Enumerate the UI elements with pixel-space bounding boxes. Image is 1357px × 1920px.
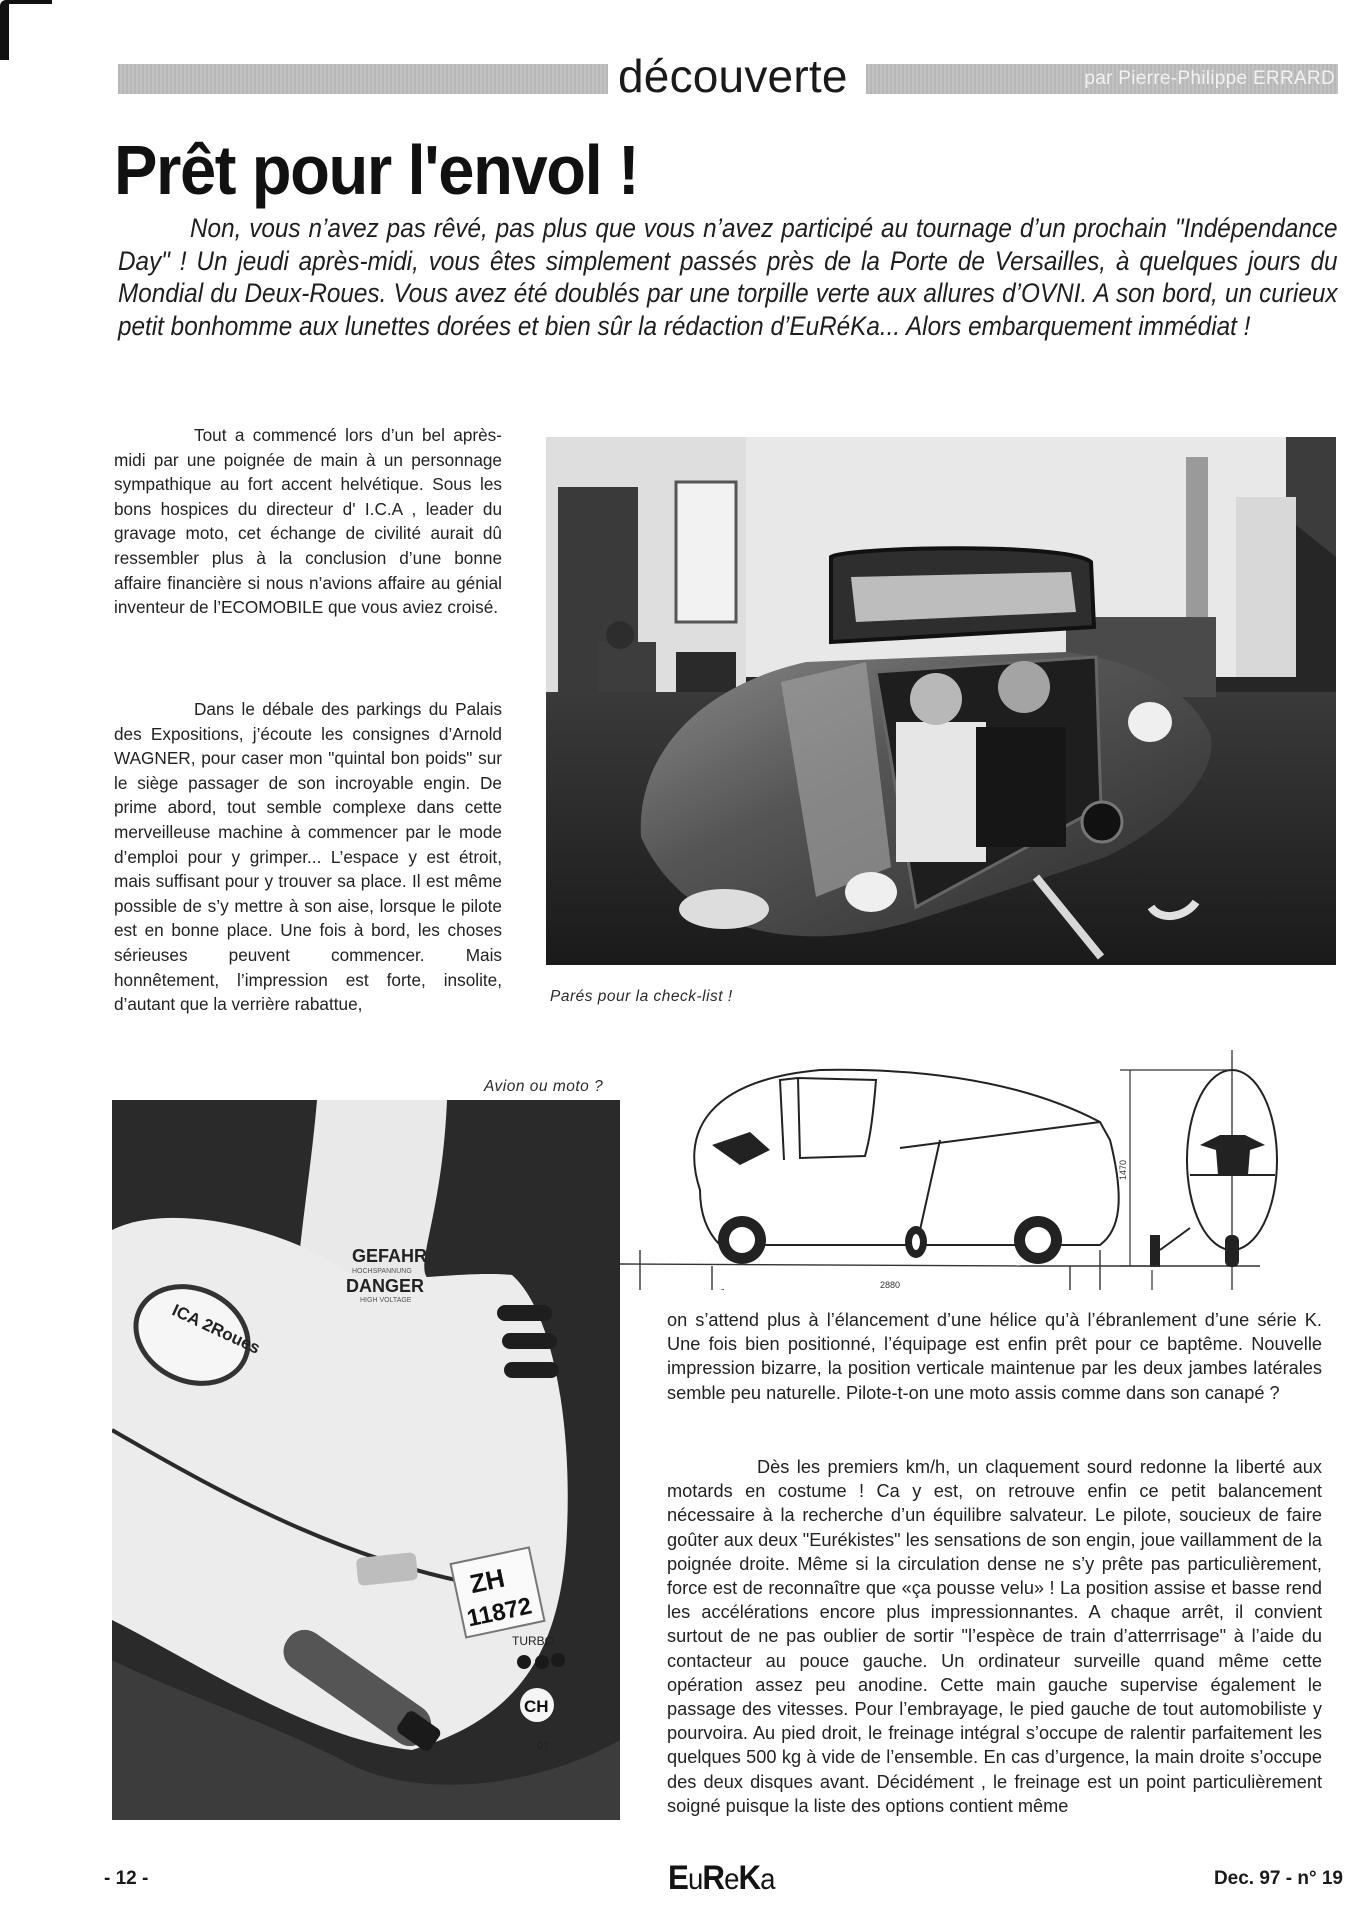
article-title: Prêt pour l'envol ! [114, 131, 639, 209]
paragraph-3 [667, 1308, 1322, 1405]
car-photo-illustration [546, 437, 1336, 965]
photo-ecomobile-occupants [546, 437, 1336, 965]
car-photo-caption: Parés pour la check-list ! [550, 988, 733, 1005]
photo-ecomobile-rear [112, 1100, 620, 1820]
issue-info: Dec. 97 - n° 19 [1213, 1868, 1343, 1889]
sticker-high-voltage: HIGH VOLTAGE [360, 1297, 412, 1304]
paragraph-text: Tout a commencé lors d’un bel après-midi par une poignée de main à un personnage sympathique au fort accent helvétique. Sous les bons hospices du directeur d' I.C.A , leader du gravage moto, cet échange de civilité aurait dû ressembler plus à la conclusion d’une bonne affaire financière si nous n’avions affaire au génial inventeur de l’ECOMOBILE que vous aviez croisé. [114, 425, 502, 618]
lede-text: Non, vous n’avez pas rêvé, pas plus que vous n’avez participé au tournage d’un prochain "Indépendance Day" ! Un jeudi après-midi, vous êtes simplement passés près de la Porte de Versailles, à quelques jours du Mondial du Deux-Roues. Vous avez été doublés par une torpille verte aux allures d’OVNI. A son bord, un curieux petit bonhomme aux lunettes dorées et bien sûr la rédaction d’EuRéKa... Alors embarquement immédiat ! [118, 213, 1338, 341]
rear-photo-caption: Avion ou moto ? [484, 1078, 604, 1095]
sticker-97: 97 [537, 1741, 550, 1753]
dimension-wheelbase: 2880 [880, 1280, 901, 1290]
sticker-hochspannung: HOCHSPANNUNG [352, 1268, 412, 1275]
magazine-logo [668, 1858, 775, 1900]
technical-drawing [620, 1040, 1330, 1290]
rear-photo-illustration [112, 1100, 620, 1820]
paragraph-text: on s’attend plus à l’élancement d’une hélice qu’à l’ébranlement d’une série K. Une fois bien positionné, l’équipage est enfin prêt pour ce baptême. Nouvelle impression bizarre, la position verticale maintenue par les deux jambes latérales semble peu naturelle. Pilote-t-on une moto assis comme dans son canapé ? [667, 1310, 1322, 1403]
sticker-ica: ICA 2Roues [169, 1300, 264, 1358]
sticker-turbo: TURBO [512, 1634, 554, 1648]
dimension-height: 1470 [1118, 1159, 1128, 1180]
logo-letter: R [702, 1859, 725, 1897]
header-band-left [118, 64, 608, 94]
lede [118, 212, 1338, 342]
section-label: découverte [618, 50, 848, 102]
paragraph-text: Dès les premiers km/h, un claquement sourd redonne la liberté aux motards en costume ! Ca y est, on retrouve enfin ce petit balancement nécessaire à la recherche d’un équilibre salvateur. Le pilote, soucieux de faire goûter aux deux "Eurékistes" les sensations de son engin, joue vaillamment de la poignée droite. Même si la circulation dense ne s’y prête pas particulièrement, force est de reconnaître que «ça pousse velu» ! La position assise et basse rend les accélérations encore plus impressionnantes. A chaque arrêt, il convient surtout de ne pas oublier de sortir "l’espèce de train d’atterrrisage" à l’aide du contacteur au pouce gauche. Un ordinateur surveille quand même cette opération assez peu anodine. Cette main gauche supervise également le passage des vitesses. Pour l’embrayage, le pied gauche de tout automobiliste y pourvoira. Au pied droit, le freinage intégral s’occupe de ralentir parfaitement les quelques 500 kg à vide de l’ensemble. En cas d’urgence, la main droite s’occupe des deux disques avant. Décidément , le freinage est un point particulièrement soigné puisque la liste des options contient même [667, 1457, 1322, 1816]
scan-edge [0, 0, 52, 60]
plate-number: 11872 [464, 1592, 535, 1633]
byline: par Pierre-Philippe ERRARD [1084, 68, 1335, 89]
logo-letter: E [668, 1859, 688, 1897]
paragraph-4 [667, 1455, 1322, 1818]
paragraph-1 [114, 423, 502, 620]
license-plate [451, 1547, 545, 1637]
plate-canton: ZH [467, 1562, 508, 1600]
paragraph-text: Dans le débale des parkings du Palais des Expositions, j’écoute les consignes d’Arnold WAGNER, pour caser mon "quintal bon poids" sur le siège passager de son incroyable engin. De prime abord, tout semble complexe dans cette merveilleuse machine à commencer par le mode d’emploi pour y grimper... L’espace y est étroit, mais suffisant pour y trouver sa place. Il est même possible de s’y mettre à son aise, lorsque le pilote est en bonne place. Une fois à bord, les choses sérieuses peuvent commencer. Mais honnêtement, l’impression est forte, insolite, d’autant que la verrière rabattue, [114, 699, 502, 1015]
paragraph-2 [114, 697, 502, 1017]
logo-letter: e [724, 1863, 739, 1896]
logo-letter: K [738, 1859, 761, 1897]
logo-letter: a [760, 1863, 775, 1896]
sticker-danger: DANGER [346, 1276, 425, 1296]
page-number: - 12 - [104, 1868, 149, 1889]
logo-letter: u [687, 1863, 703, 1896]
sticker-gefahr: GEFAHR [352, 1246, 428, 1266]
sticker-ch: CH [524, 1697, 549, 1716]
ecomobile-side-front-drawing [620, 1040, 1330, 1290]
